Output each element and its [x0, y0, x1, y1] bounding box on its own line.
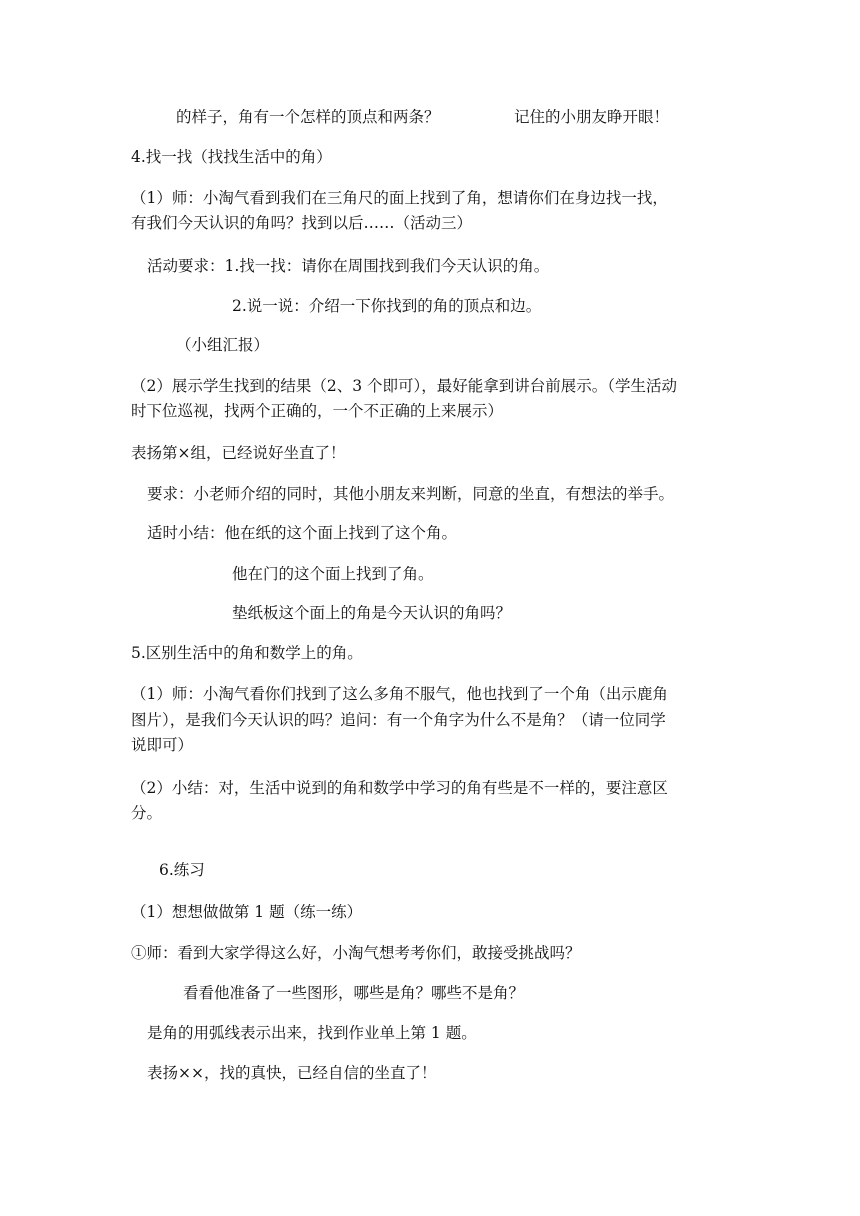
section-heading: [131, 147, 332, 167]
line-text: 是角的用弧线表示出来，找到作业单上第 1 题。: [147, 1024, 477, 1042]
line-text: 他在门的这个面上找到了角。: [232, 565, 434, 583]
line-text: 适时小结：他在纸的这个面上找到了这个角。: [147, 524, 458, 542]
section-heading: [131, 643, 363, 663]
line-text: （1）师：小淘气看到我们在三角尺的面上找到了角，想请你们在身边找一找，: [131, 189, 668, 207]
line-text: （2）展示学生找到的结果（2、3 个即可），最好能拿到讲台前展示。（学生活动: [131, 377, 678, 395]
text-segment: 的样子，角有一个怎样的顶点和两条？: [176, 108, 440, 126]
paragraph-line: [514, 107, 669, 127]
paragraph-line: [147, 1023, 477, 1043]
paragraph-line: [232, 564, 434, 584]
line-text: 说即可）: [131, 736, 194, 754]
section-heading-text: 5.区别生活中的角和数学上的角。: [131, 644, 363, 662]
line-text: 表扬第×组，已经说好坐直了！: [131, 444, 346, 462]
line-text: （1）想想做做第 1 题（练一练）: [131, 903, 363, 921]
line-text: （1）师：小淘气看你们找到了这么多角不服气，他也找到了一个角（出示鹿角: [131, 685, 668, 703]
paragraph-line: [147, 256, 549, 276]
paragraph-line: [183, 983, 524, 1003]
paragraph-line: [232, 296, 541, 316]
paragraph-line: [131, 710, 666, 730]
paragraph-line: [131, 443, 346, 463]
paragraph-line: [131, 943, 581, 963]
line-text: 要求：小老师介绍的同时，其他小朋友来判断，同意的坐直，有想法的举手。: [147, 485, 675, 503]
line-text: 时下位巡视，找两个正确的，一个不正确的上来展示）: [131, 402, 504, 420]
section-heading-text: 6.练习: [159, 861, 205, 879]
paragraph-line: [176, 335, 269, 355]
line-text: 活动要求：1.找一找：请你在周围找到我们今天认识的角。: [147, 257, 550, 275]
paragraph-line: [147, 523, 457, 543]
paragraph-line: [131, 213, 472, 233]
line-text: 表扬××，找的真快，已经自信的坐直了！: [147, 1064, 437, 1082]
line-text: 看看他准备了一些图形，哪些是角？哪些不是角？: [183, 984, 525, 1002]
section-heading-text: 4.找一找（找找生活中的角）: [131, 148, 332, 166]
paragraph-line: [131, 803, 162, 823]
paragraph-line: [131, 376, 677, 396]
paragraph-line: [147, 484, 674, 504]
line-text: 有我们今天认识的角吗？找到以后……（活动三）: [131, 214, 473, 232]
paragraph-line: [232, 603, 511, 623]
line-text: 垫纸板这个面上的角是今天认识的角吗？: [232, 604, 512, 622]
line-text: 2.说一说：介绍一下你找到的角的顶点和边。: [232, 297, 542, 315]
section-heading: [159, 860, 205, 880]
paragraph-line: [147, 1063, 436, 1083]
line-text: （小组汇报）: [176, 336, 270, 354]
line-text: ①师：看到大家学得这么好，小淘气想考考你们，敢接受挑战吗？: [131, 944, 581, 962]
paragraph-line: [131, 778, 668, 798]
line-text: （2）小结：对，生活中说到的角和数学中学习的角有些是不一样的，要注意区: [131, 779, 668, 797]
text-segment: 记住的小朋友睁开眼！: [514, 108, 670, 126]
paragraph-line: [131, 684, 668, 704]
paragraph-line: [176, 107, 440, 127]
paragraph-line: [131, 735, 193, 755]
paragraph-line: [131, 902, 362, 922]
paragraph-line: [131, 188, 668, 208]
line-text: 图片），是我们今天认识的吗？追问：有一个角字为什么不是角？（请一位同学: [131, 711, 666, 729]
paragraph-line: [131, 401, 503, 421]
line-text: 分。: [131, 804, 163, 822]
